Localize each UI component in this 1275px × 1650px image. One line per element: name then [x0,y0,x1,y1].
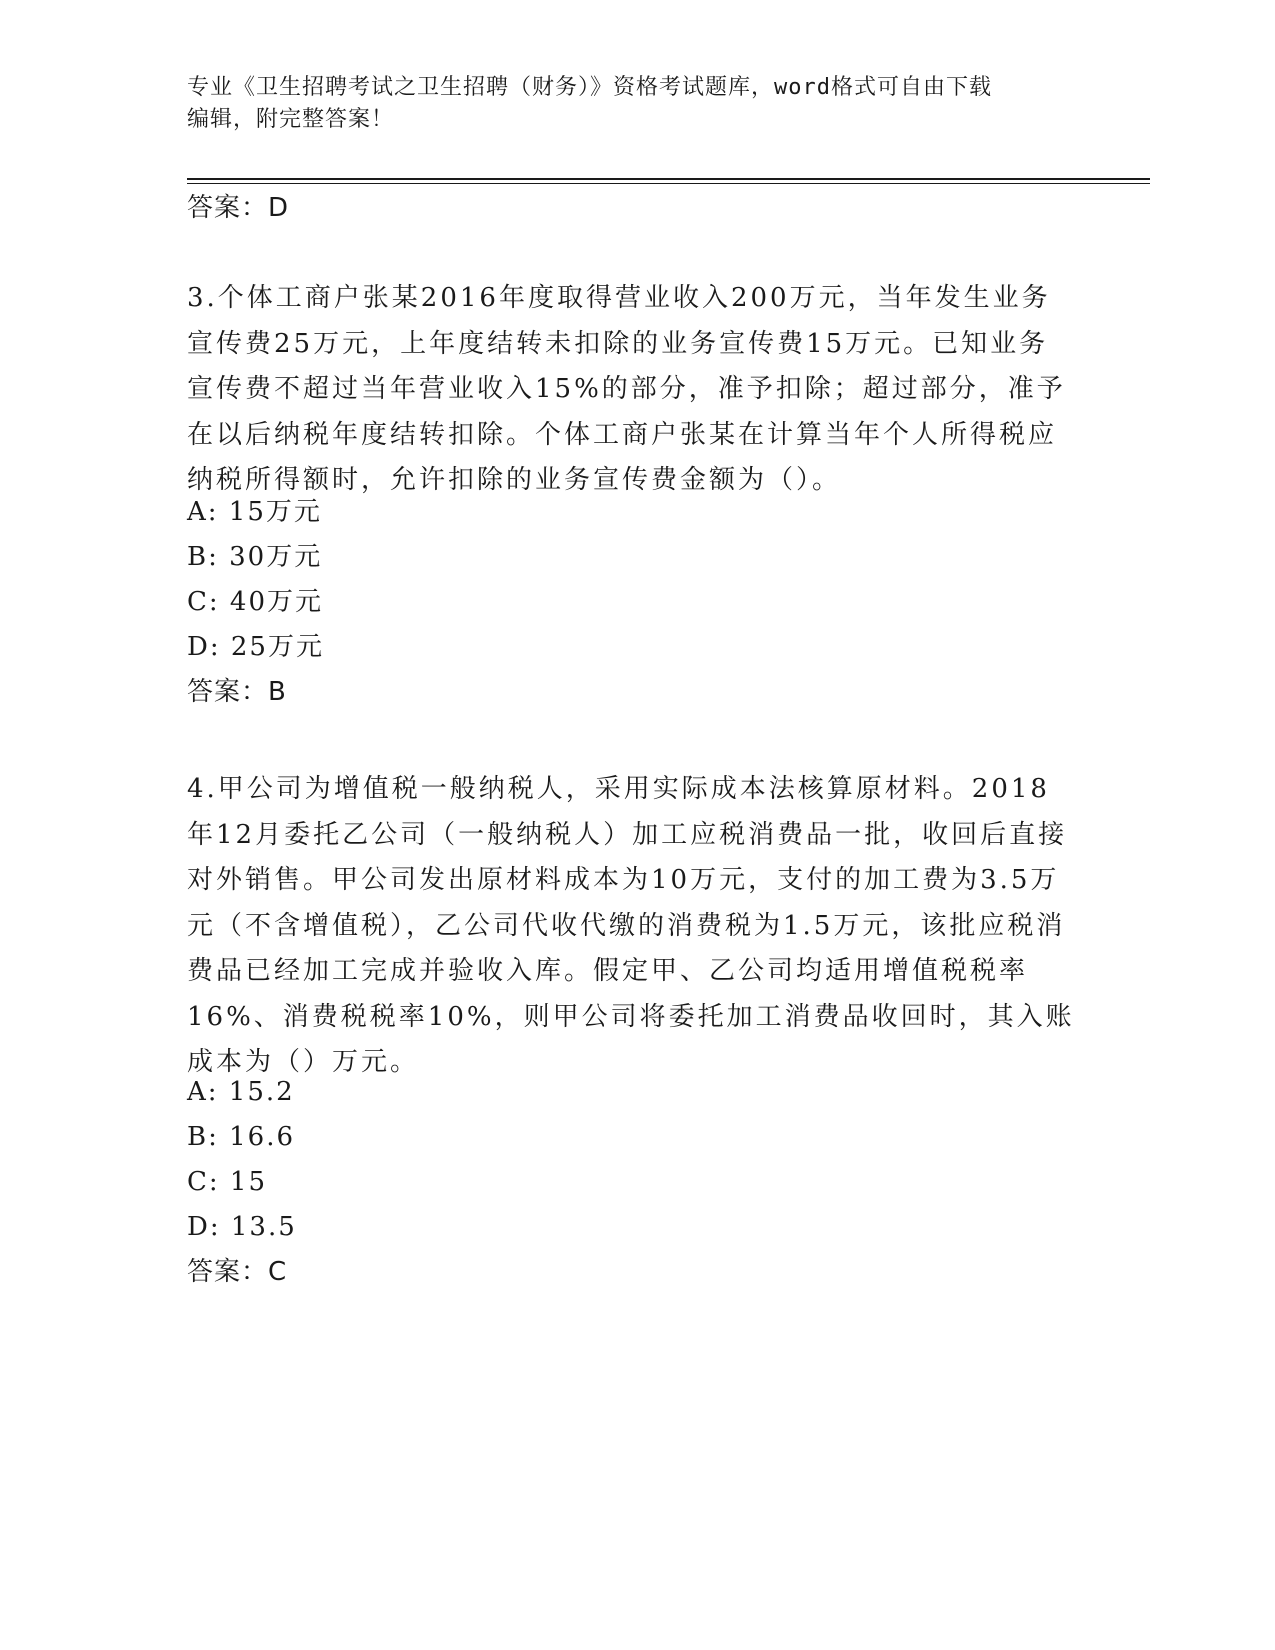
header-text-1c: 格式可自由下载 [831,75,993,100]
question-4-option-a: A: 15.2 [187,1077,295,1107]
header-divider-thin [187,183,1150,184]
header-divider [187,178,1150,180]
question-4-answer: 答案：C [187,1257,288,1287]
header-line-2: 编辑，附完整答案！ [187,107,395,132]
question-4-stem: 4.甲公司为增值税一般纳税人，采用实际成本法核算原材料。2018年12月委托乙公司（一般纳税人）加工应税消费品一批，收回后直接对外销售。甲公司发出原材料成本为10万元，支付的加工费为3.5万元（不含增值税），乙公司代收代缴的消费税为1.5万元，该批应税消费品已经加工完成并验收入库。假定甲、乙公司均适用增值税税率16%、消费税税率10%，则甲公司将委托加工消费品收回时，其入账成本为（）万元。 [187,774,1075,1077]
question-3-stem: 3.个体工商户张某2016年度取得营业收入200万元，当年发生业务宣传费25万元，上年度结转未扣除的业务宣传费15万元。已知业务宣传费不超过当年营业收入15%的部分，准予扣除；超过部分，准予在以后纳税年度结转扣除。个体工商户张某在计算当年个人所得税应纳税所得额时，允许扣除的业务宣传费金额为（）。 [187,283,1066,495]
question-3-option-b: B: 30万元 [187,542,323,572]
question-4-option-d: D: 13.5 [187,1212,297,1242]
question-3-answer: 答案：B [187,677,287,707]
question-4-option-c: C: 15 [187,1167,268,1197]
question-3-option-a: A: 15万元 [187,497,322,527]
header-text-1a: 专业《卫生招聘考试之卫生招聘（财务）》资格考试题库， [187,75,775,100]
question-4-option-b: B: 16.6 [187,1122,296,1152]
header-text-1b: word [774,75,831,100]
document-header [187,72,1067,136]
previous-answer: 答案：D [187,193,290,223]
header-line-1 [187,72,1067,104]
question-3-option-d: D: 25万元 [187,632,324,662]
question-3-option-c: C: 40万元 [187,587,324,617]
